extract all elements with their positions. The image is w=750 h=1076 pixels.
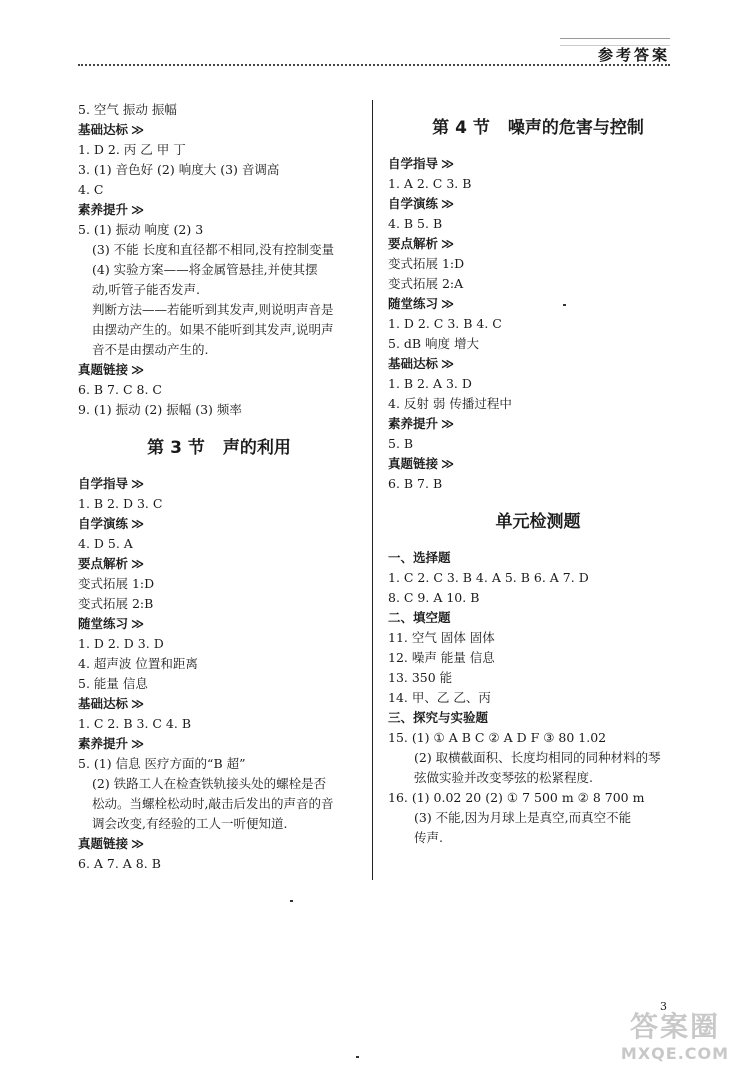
double-chevron-icon: ≫: [441, 356, 455, 371]
subsection-text: 要点解析: [78, 556, 129, 571]
answer-line: 6. A 7. A 8. B: [78, 856, 161, 871]
answer-line: 1. B 2. D 3. C: [78, 496, 163, 511]
header-title: 参考答案: [597, 45, 670, 64]
answer-line: 4. D 5. A: [78, 536, 133, 551]
double-chevron-icon: ≫: [131, 736, 145, 751]
answer-line: (3) 不能,因为月球上是真空,而真空不能: [414, 810, 632, 825]
subsection-text: 素养提升: [388, 416, 439, 431]
answer-line: 9. (1) 振动 (2) 振幅 (3) 频率: [78, 402, 242, 417]
answer-line: 弦做实验并改变琴弦的松紧程度.: [414, 770, 593, 785]
subsection-text: 二、填空题: [388, 610, 451, 625]
answer-line: 1. C 2. B 3. C 4. B: [78, 716, 192, 731]
answer-line: 5. B: [388, 436, 414, 451]
double-chevron-icon: ≫: [441, 416, 455, 431]
answer-line: 6. B 7. B: [388, 476, 443, 491]
subsection-label: [388, 708, 688, 728]
answer-line: 变式拓展 1:D: [78, 576, 155, 591]
subsection-text: 基础达标: [388, 356, 439, 371]
answer-line: 音不是由摆动产生的.: [92, 342, 209, 357]
answer-line: 1. A 2. C 3. B: [388, 176, 472, 191]
section-heading: [388, 502, 688, 542]
answer-line: 4. C: [78, 182, 104, 197]
section-heading: [78, 428, 360, 468]
double-chevron-icon: ≫: [131, 696, 145, 711]
subsection-text: 真题链接: [388, 456, 439, 471]
subsection-label: [78, 554, 360, 574]
answer-line: 5. dB 响度 增大: [388, 336, 480, 351]
answer-line: (2) 铁路工人在检查铁轨接头处的螺栓是否: [92, 776, 327, 791]
subsection-label: [78, 514, 360, 534]
answer-line: 8. C 9. A 10. B: [388, 590, 480, 605]
subsection-text: 自学指导: [388, 156, 439, 171]
subsection-label: [388, 194, 688, 214]
answer-line: (2) 取横截面积、长度均相同的同种材料的琴: [414, 750, 661, 765]
double-chevron-icon: ≫: [131, 362, 145, 377]
answer-line: 1. C 2. C 3. B 4. A 5. B 6. A 7. D: [388, 570, 589, 585]
subsection-label: [78, 360, 360, 380]
double-chevron-icon: ≫: [441, 456, 455, 471]
double-chevron-icon: ≫: [131, 476, 145, 491]
answer-line: 6. B 7. C 8. C: [78, 382, 162, 397]
subsection-text: 要点解析: [388, 236, 439, 251]
answer-line: 1. B 2. A 3. D: [388, 376, 472, 391]
answer-line: 16. (1) 0.02 20 (2) ① 7 500 m ② 8 700 m: [388, 790, 645, 805]
answer-line: 5. 空气 振动 振幅: [78, 102, 177, 117]
double-chevron-icon: ≫: [131, 836, 145, 851]
subsection-text: 自学指导: [78, 476, 129, 491]
subsection-text: 基础达标: [78, 122, 129, 137]
subsection-label: [388, 548, 688, 568]
double-chevron-icon: ≫: [441, 236, 455, 251]
column-divider: [372, 100, 373, 880]
left-column: [78, 100, 360, 874]
section-title: 噪声的危害与控制: [507, 118, 644, 138]
subsection-label: [78, 694, 360, 714]
subsection-label: [78, 120, 360, 140]
answer-line: 4. 反射 弱 传播过程中: [388, 396, 512, 411]
subsection-label: [78, 474, 360, 494]
answer-line: (3) 不能 长度和直径都不相同,没有控制变量: [92, 242, 335, 257]
subsection-label: [388, 234, 688, 254]
speck: [563, 304, 566, 306]
section-title: 单元检测题: [495, 512, 581, 532]
answer-line: 1. D 2. 丙 乙 甲 丁: [78, 142, 186, 157]
answer-line: 1. D 2. D 3. D: [78, 636, 164, 651]
answer-line: (4) 实验方案——将金属管悬挂,并使其摆: [92, 262, 318, 277]
answer-line: 5. (1) 信息 医疗方面的“B 超”: [78, 756, 246, 771]
subsection-text: 三、探究与实验题: [388, 710, 489, 725]
subsection-text: 真题链接: [78, 836, 129, 851]
double-chevron-icon: ≫: [131, 516, 145, 531]
answer-line: 动,听管子能否发声.: [92, 282, 200, 297]
watermark: [610, 1010, 740, 1070]
answer-line: 5. (1) 振动 响度 (2) 3: [78, 222, 204, 237]
answer-line: 13. 350 能: [388, 670, 453, 685]
answer-line: 12. 噪声 能量 信息: [388, 650, 495, 665]
answer-line: 14. 甲、乙 乙、丙: [388, 690, 491, 705]
answer-line: 1. D 2. C 3. B 4. C: [388, 316, 502, 331]
subsection-label: [388, 294, 688, 314]
double-chevron-icon: ≫: [131, 556, 145, 571]
subsection-label: [388, 354, 688, 374]
subsection-text: 随堂练习: [388, 296, 439, 311]
subsection-label: [388, 414, 688, 434]
subsection-label: [78, 834, 360, 854]
subsection-text: 基础达标: [78, 696, 129, 711]
double-chevron-icon: ≫: [441, 156, 455, 171]
watermark-logo-text: 答案圈: [629, 1010, 720, 1043]
answer-line: 松动。当螺栓松动时,敲击后发出的声音的音: [92, 796, 334, 811]
answer-line: 15. (1) ① A B C ② A D F ③ 80 1.02: [388, 730, 607, 745]
watermark-domain: MXQE.COM: [620, 1044, 730, 1063]
answer-line: 变式拓展 1:D: [388, 256, 465, 271]
subsection-label: [388, 608, 688, 628]
answer-line: 11. 空气 固体 固体: [388, 630, 495, 645]
answer-line: 调会改变,有经验的工人一听便知道.: [92, 816, 288, 831]
section-number: 第 3 节: [147, 438, 205, 458]
section-number: 第 4 节: [432, 118, 490, 138]
subsection-text: 一、选择题: [388, 550, 451, 565]
subsection-label: [78, 200, 360, 220]
answer-line: 3. (1) 音色好 (2) 响度大 (3) 音调高: [78, 162, 280, 177]
subsection-text: 自学演练: [78, 516, 129, 531]
subsection-text: 自学演练: [388, 196, 439, 211]
subsection-text: 素养提升: [78, 736, 129, 751]
double-chevron-icon: ≫: [441, 196, 455, 211]
answer-line: 判断方法——若能听到其发声,则说明声音是: [92, 302, 334, 317]
header-dotted-rule: [78, 64, 670, 66]
subsection-label: [78, 614, 360, 634]
double-chevron-icon: ≫: [131, 122, 145, 137]
double-chevron-icon: ≫: [131, 616, 145, 631]
subsection-label: [388, 154, 688, 174]
speck: [290, 900, 293, 902]
answer-line: 传声.: [414, 830, 443, 845]
subsection-label: [388, 454, 688, 474]
answer-line: 4. 超声波 位置和距离: [78, 656, 198, 671]
answer-line: 5. 能量 信息: [78, 676, 148, 691]
section-title: 声的利用: [222, 438, 291, 458]
subsection-text: 素养提升: [78, 202, 129, 217]
answer-line: 由摆动产生的。如果不能听到其发声,说明声: [92, 322, 334, 337]
answer-line: 变式拓展 2:A: [388, 276, 464, 291]
right-column: [388, 100, 688, 848]
subsection-text: 随堂练习: [78, 616, 129, 631]
double-chevron-icon: ≫: [441, 296, 455, 311]
subsection-label: [78, 734, 360, 754]
answer-line: 4. B 5. B: [388, 216, 443, 231]
double-chevron-icon: ≫: [131, 202, 145, 217]
answer-line: 变式拓展 2:B: [78, 596, 154, 611]
speck: [356, 1056, 359, 1058]
section-heading: [388, 108, 688, 148]
subsection-text: 真题链接: [78, 362, 129, 377]
page-number: 3: [660, 1000, 667, 1013]
